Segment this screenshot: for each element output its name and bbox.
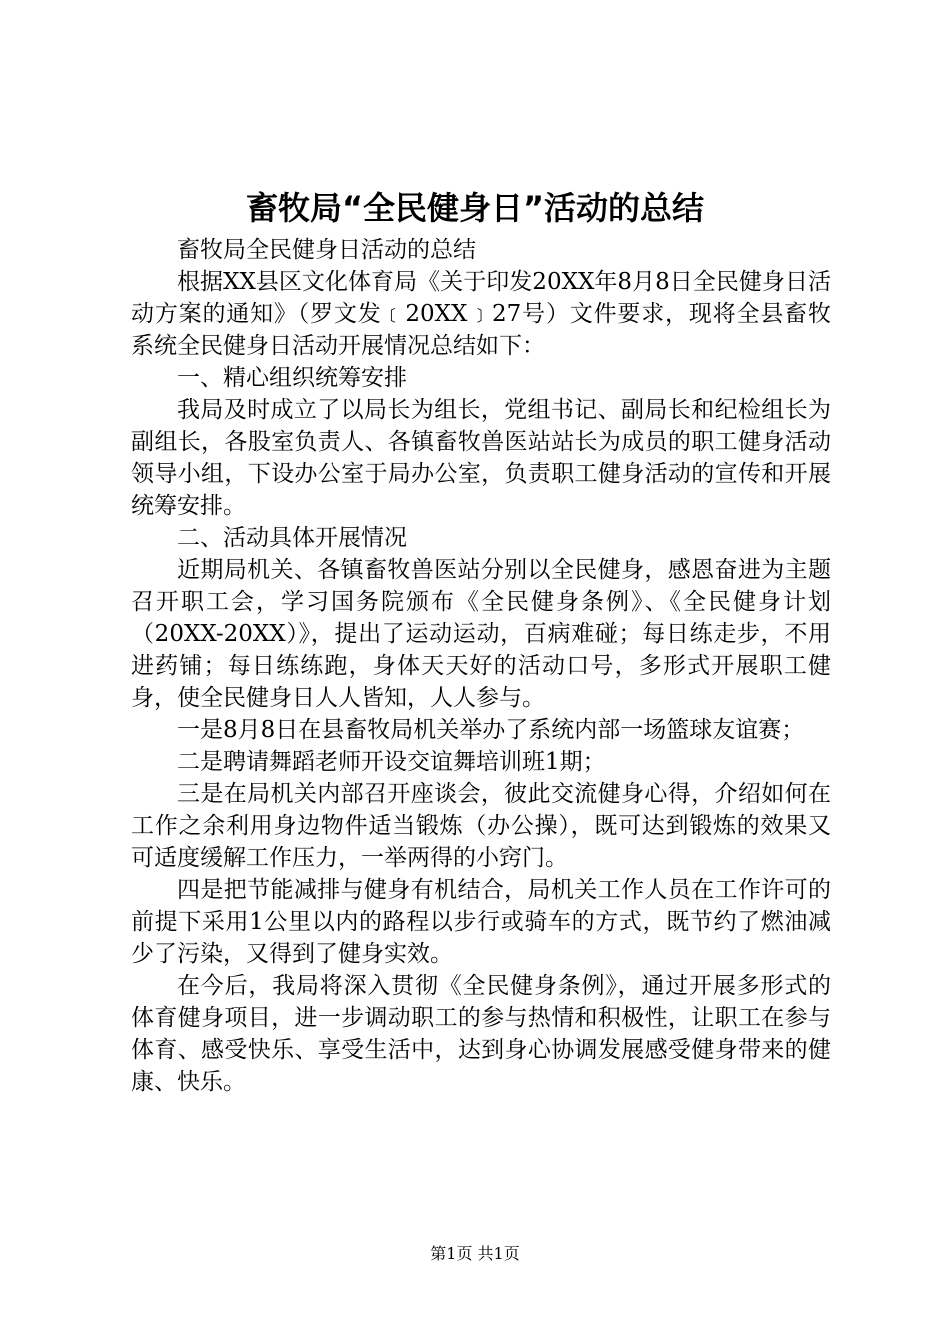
document-body <box>131 234 831 1098</box>
section-heading-1: 一、精心组织统筹安排 <box>177 365 407 391</box>
page-number-footer: 第1页 共1页 <box>430 1244 520 1263</box>
paragraph-item-2: 二是聘请舞蹈老师开设交谊舞培训班1期； <box>177 749 606 775</box>
paragraph-subtitle: 畜牧局全民健身日活动的总结 <box>177 237 476 263</box>
paragraph-conclusion: 在今后，我局将深入贯彻《全民健身条例》，通过开展多形式的体育健身项目，进一步调动职工的参与热情和积极性，让职工在参与体育、感受快乐、享受生活中，达到身心协调发展感受健身带来的健康、快乐。 <box>131 973 831 1095</box>
paragraph-organization: 我局及时成立了以局长为组长，党组书记、副局长和纪检组长为副组长，各股室负责人、各镇畜牧兽医站站长为成员的职工健身活动领导小组，下设办公室于局办公室，负责职工健身活动的宣传和开展统筹安排。 <box>131 397 831 519</box>
paragraph-item-4: 四是把节能减排与健身有机结合，局机关工作人员在工作许可的前提下采用1公里以内的路程以步行或骑车的方式，既节约了燃油减少了污染，又得到了健身实效。 <box>131 877 831 967</box>
paragraph-item-1: 一是8月8日在县畜牧局机关举办了系统内部一场篮球友谊赛； <box>177 717 805 743</box>
document-title: 畜牧局“全民健身日”活动的总结 <box>245 189 705 227</box>
paragraph-item-3: 三是在局机关内部召开座谈会，彼此交流健身心得，介绍如何在工作之余利用身边物件适当锻炼（办公操），既可达到锻炼的效果又可适度缓解工作压力，一举两得的小窍门。 <box>131 781 831 871</box>
paragraph-activities: 近期局机关、各镇畜牧兽医站分别以全民健身，感恩奋进为主题召开职工会，学习国务院颁布《全民健身条例》、《全民健身计划（20XX-20XX）》，提出了运动运动，百病难碰；每日练走步，不用进药铺；每日练练跑，身体天天好的活动口号，多形式开展职工健身，使全民健身日人人皆知，人人参与。 <box>131 557 831 711</box>
section-heading-2: 二、活动具体开展情况 <box>177 525 407 551</box>
paragraph-intro: 根据XX县区文化体育局《关于印发20XX年8月8日全民健身日活动方案的通知》（罗文发﹝20XX﹞27号）文件要求，现将全县畜牧系统全民健身日活动开展情况总结如下： <box>131 269 831 359</box>
